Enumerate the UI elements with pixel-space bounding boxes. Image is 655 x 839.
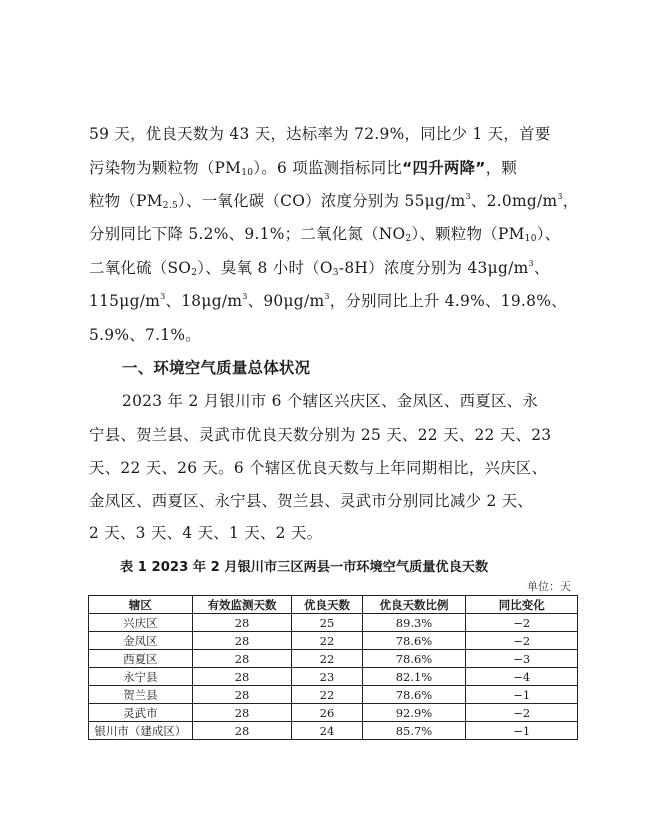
paragraph-line: 59 天，优良天数为 43 天，达标率为 72.9%，同比少 1 天，首要	[89, 125, 551, 143]
table-cell: −1	[466, 686, 578, 704]
emphasis-text: “四升两降”	[402, 159, 486, 177]
air-quality-table	[88, 595, 578, 740]
paragraph-line: 宁县、贺兰县、灵武市优良天数分别为 25 天、22 天、22 天、23	[89, 426, 552, 444]
table-cell: 28	[192, 650, 292, 668]
column-header: 优良天数	[292, 596, 362, 614]
table-cell: 78.6%	[362, 650, 466, 668]
table-row	[89, 686, 578, 704]
table-unit: 单位：天	[527, 580, 571, 593]
column-header: 同比变化	[466, 596, 578, 614]
column-header: 辖区	[89, 596, 193, 614]
paragraph-line: 金凤区、西夏区、永宁县、贺兰县、灵武市分别同比减少 2 天、	[89, 492, 534, 510]
table-cell: 24	[292, 722, 362, 740]
table-cell: −3	[466, 650, 578, 668]
table-cell: 26	[292, 704, 362, 722]
table-cell: −2	[466, 632, 578, 650]
table-cell: 22	[292, 650, 362, 668]
table-cell: 28	[192, 668, 292, 686]
table-caption: 表 1 2023 年 2 月银川市三区两县一市环境空气质量优良天数	[120, 560, 489, 575]
table-cell: 28	[192, 632, 292, 650]
table-cell: 78.6%	[362, 632, 466, 650]
paragraph-line: 污染物为颗粒物$(PM_{10})$。6 项监测指标同比“四升两降”，颗	[89, 159, 518, 178]
table-cell: −4	[466, 668, 578, 686]
table-cell: 92.9%	[362, 704, 466, 722]
table-row	[89, 722, 578, 740]
column-header: 优良天数比例	[362, 596, 466, 614]
paragraph-line: 5.9%、7.1%。	[89, 326, 201, 344]
section-heading: 一、环境空气质量总体状况	[122, 359, 311, 377]
table-cell: 银川市（建成区）	[89, 722, 193, 740]
table-cell: 28	[192, 614, 292, 632]
paragraph-line: 分别同比下降 5.2%、9.1%；二氧化氮$(NO_2)$、颗粒物$(PM_{10})$、	[89, 225, 561, 244]
table-cell: 82.1%	[362, 668, 466, 686]
table-cell: 23	[292, 668, 362, 686]
column-header: 有效监测天数	[192, 596, 292, 614]
paragraph-line: 2 天、3 天、4 天、1 天、2 天。	[89, 524, 323, 542]
paragraph-line: 二氧化硫$(SO_2)$、臭氧 8 小时$(O_3-8H)$浓度分别为 $43\mu g/m^3$、	[89, 259, 550, 278]
table-cell: 22	[292, 686, 362, 704]
table-cell: 22	[292, 632, 362, 650]
table-cell: −1	[466, 722, 578, 740]
table-cell: 贺兰县	[89, 686, 193, 704]
table-row	[89, 650, 578, 668]
table-cell: 28	[192, 722, 292, 740]
paragraph-line: 天、22 天、26 天。6 个辖区优良天数与上年同期相比，兴庆区、	[89, 459, 548, 477]
table-cell: 78.6%	[362, 686, 466, 704]
table-cell: 灵武市	[89, 704, 193, 722]
table-cell: −2	[466, 704, 578, 722]
table-cell: 85.7%	[362, 722, 466, 740]
table-cell: 兴庆区	[89, 614, 193, 632]
table-cell: 西夏区	[89, 650, 193, 668]
paragraph-line: 2023 年 2 月银川市 6 个辖区兴庆区、金凤区、西夏区、永	[122, 392, 539, 410]
table-cell: 28	[192, 704, 292, 722]
table-row	[89, 704, 578, 722]
table-row	[89, 632, 578, 650]
table-cell: 金凤区	[89, 632, 193, 650]
table-cell: −2	[466, 614, 578, 632]
table-cell: 25	[292, 614, 362, 632]
table-row	[89, 668, 578, 686]
table-cell: 永宁县	[89, 668, 193, 686]
table-cell: 28	[192, 686, 292, 704]
paragraph-line: $115\mu g/m^3$、$18\mu g/m^3$、$90\mu g/m^3$，分别同比上升 4.9%、19.8%、	[89, 292, 567, 310]
paragraph-line: 粒物$(PM_{2.5})$、一氧化碳（CO）浓度分别为 $55\mu g/m^3$、$2.0mg/m^3$，	[89, 192, 579, 211]
table-header-row	[89, 596, 578, 614]
table-row	[89, 614, 578, 632]
table-cell: 89.3%	[362, 614, 466, 632]
